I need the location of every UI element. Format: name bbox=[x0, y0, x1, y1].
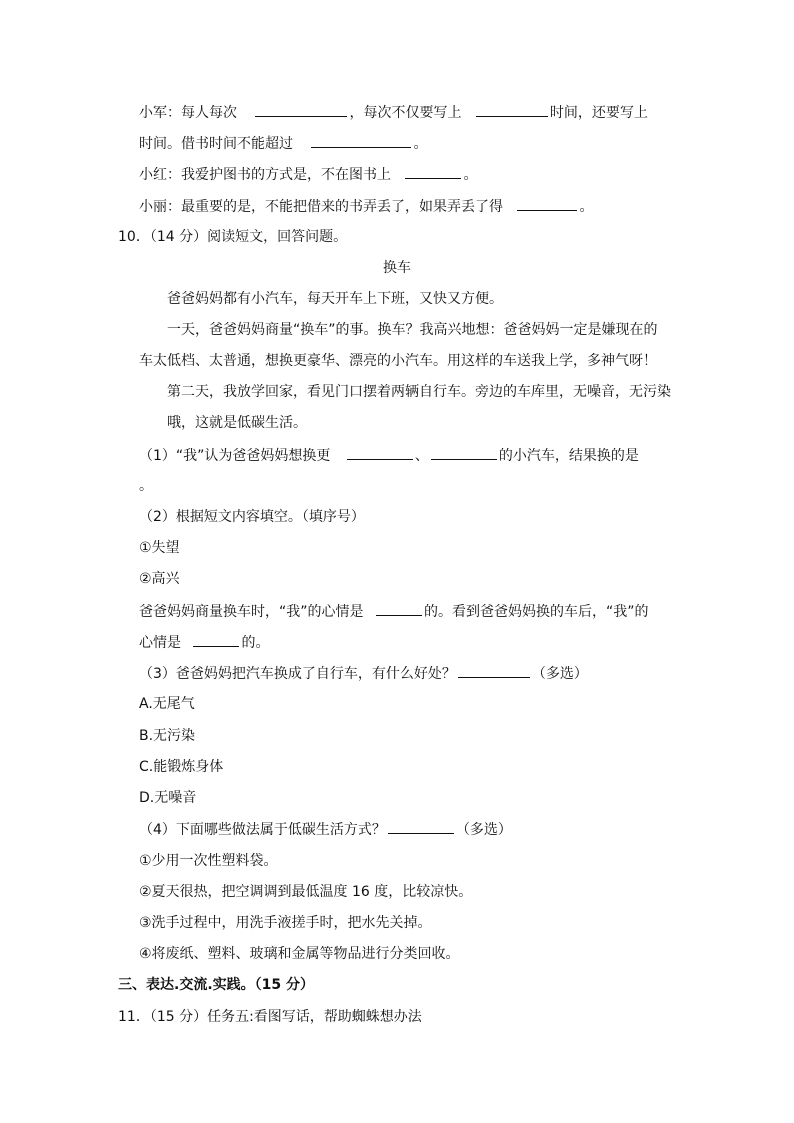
answer-blank[interactable] bbox=[517, 196, 577, 211]
sub-question-2-fill-line1 bbox=[139, 601, 648, 622]
sub-question-2-option-1: ①失望 bbox=[139, 540, 180, 556]
sub-question-3-option-b: B.无污染 bbox=[139, 728, 196, 744]
sub-question-2-text-b: 的。看到爸爸妈妈换的车后，“我”的 bbox=[423, 604, 649, 620]
sub-question-3-option-a: A.无尾气 bbox=[139, 696, 195, 712]
xiaoli-text-a: 小丽：最重要的是，不能把借来的书弄丢了，如果弄丢了得 bbox=[139, 199, 503, 215]
sub-question-1 bbox=[139, 445, 639, 466]
sub-question-4-option-3: ③洗手过程中，用洗手液搓手时，把水先关掉。 bbox=[139, 915, 432, 931]
dialogue-xiaohong bbox=[139, 164, 477, 185]
answer-blank[interactable] bbox=[255, 102, 347, 117]
dialogue-xiaoli bbox=[139, 196, 593, 217]
dialogue-xiaojun-line2 bbox=[139, 133, 427, 154]
question-10-header: 10．（14 分）阅读短文，回答问题。 bbox=[118, 229, 348, 245]
sub-question-2-text-a: 爸爸妈妈商量换车时，“我”的心情是 bbox=[139, 604, 364, 620]
sub-question-4-option-4: ④将废纸、塑料、玻璃和金属等物品进行分类回收。 bbox=[139, 946, 460, 962]
passage-paragraph-3-line2: 哦，这就是低碳生活。 bbox=[167, 415, 307, 431]
sub-question-4-option-2: ②夏天很热，把空调调到最低温度 16 度，比较凉快。 bbox=[139, 884, 473, 900]
answer-blank[interactable] bbox=[388, 819, 454, 834]
answer-blank[interactable] bbox=[193, 632, 239, 647]
sub-question-4-option-1: ①少用一次性塑料袋。 bbox=[139, 853, 278, 869]
sub-question-3-text-a: （3）爸爸妈妈把汽车换成了自行车，有什么好处？ bbox=[139, 666, 456, 682]
xiaojun-text-c: 时间，还要写上 bbox=[549, 105, 648, 121]
sub-question-2-fill-line2 bbox=[139, 632, 269, 653]
sub-question-2-text-c: 心情是 bbox=[139, 635, 181, 651]
sub-question-1-end: 。 bbox=[139, 478, 153, 494]
sub-question-2-option-2: ②高兴 bbox=[139, 571, 180, 587]
sub-question-4-text-a: （4）下面哪些做法属于低碳生活方式？ bbox=[139, 822, 386, 838]
answer-blank[interactable] bbox=[376, 601, 422, 616]
answer-blank[interactable] bbox=[405, 164, 461, 179]
sub-question-3-text-b: （多选） bbox=[531, 666, 588, 682]
xiaohong-text-a: 小红：我爱护图书的方式是，不在图书上 bbox=[139, 167, 391, 183]
sub-question-1-text-b: 、 bbox=[414, 448, 429, 464]
answer-blank[interactable] bbox=[347, 445, 413, 460]
passage-title: 换车 bbox=[383, 260, 411, 276]
question-11-header: 11．（15 分）任务五:看图写话，帮助蜘蛛想办法 bbox=[118, 1009, 422, 1025]
sub-question-2-text-d: 的。 bbox=[241, 635, 270, 651]
sub-question-3-option-d: D.无噪音 bbox=[139, 790, 197, 806]
passage-paragraph-3-line1: 第二天，我放学回家，看见门口摆着两辆自行车。旁边的车库里，无噪音，无污染 bbox=[167, 384, 671, 400]
passage-paragraph-2-line1: 一天，爸爸妈妈商量“换车”的事。换车？我高兴地想：爸爸妈妈一定是嫌现在的 bbox=[167, 322, 658, 338]
xiaohong-text-b: 。 bbox=[463, 167, 478, 183]
sub-question-2-prompt: （2）根据短文内容填空。（填序号） bbox=[139, 509, 365, 525]
sub-question-3 bbox=[139, 663, 588, 684]
sub-question-1-text-a: （1）“我”认为爸爸妈妈想换更 bbox=[139, 448, 331, 464]
answer-blank[interactable] bbox=[431, 445, 497, 460]
xiaojun-text-e: 。 bbox=[413, 136, 428, 152]
xiaojun-text-d: 时间。借书时间不能超过 bbox=[139, 136, 293, 152]
xiaojun-text-a: 小军：每人每次 bbox=[139, 105, 237, 121]
passage-paragraph-1: 爸爸妈妈都有小汽车，每天开车上下班，又快又方便。 bbox=[167, 291, 503, 307]
sub-question-4-text-b: （多选） bbox=[455, 822, 512, 838]
answer-blank[interactable] bbox=[458, 663, 530, 678]
answer-blank[interactable] bbox=[476, 102, 548, 117]
section-3-header: 三、表达.交流.实践。（15 分） bbox=[118, 977, 314, 993]
sub-question-1-text-c: 的小汽车，结果换的是 bbox=[498, 448, 639, 464]
xiaojun-text-b: ，每次不仅要写上 bbox=[349, 105, 462, 121]
answer-blank[interactable] bbox=[311, 133, 411, 148]
xiaoli-text-b: 。 bbox=[579, 199, 594, 215]
sub-question-4 bbox=[139, 819, 512, 840]
passage-paragraph-2-line2: 车太低档、太普通，想换更豪华、漂亮的小汽车。用这样的车送我上学，多神气呀！ bbox=[139, 353, 657, 369]
dialogue-xiaojun-line1 bbox=[139, 102, 648, 123]
sub-question-3-option-c: C.能锻炼身体 bbox=[139, 759, 224, 775]
